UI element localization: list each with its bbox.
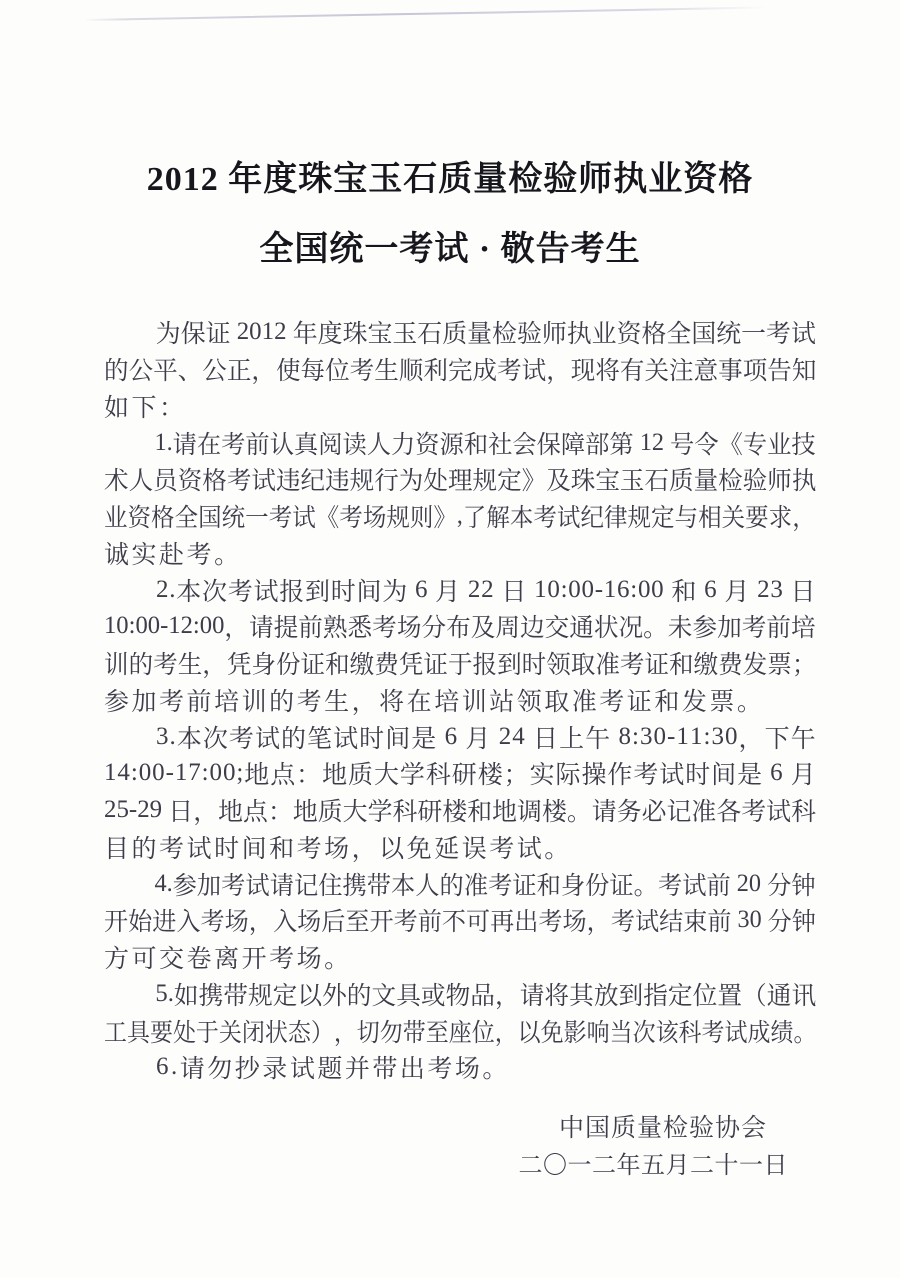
scan-artifact-line bbox=[84, 6, 768, 21]
notice-text-line: 工 具 要 处 于 关 闭 状 态 ） ， 切 勿 带 至 座 位 ， 以 免 影 响 当 次 该 科 考 试 成 绩 。 bbox=[104, 1019, 817, 1047]
notice-text-line: 1 4 : 0 0 - 1 7 : 0 0 ; 地 点 ： 地 质 大 学 科 研 楼 ； 实 际 操 作 考 试 时 间 是 6 月 bbox=[104, 759, 816, 790]
document-title-line-2: 全国统一考试 · 敬告考生 bbox=[259, 231, 641, 268]
signature-organization: 中国质量检验协会 bbox=[558, 1115, 767, 1142]
notice-text-line: 目 的 考 试 时 间 和 考 场 ， 以 免 延 误 考 试 。 bbox=[104, 835, 570, 863]
notice-text-line: 1 . 请 在 考 前 认 真 阅 读 人 力 资 源 和 社 会 保 障 部 第 1 2 号 令 《 专 业 技 bbox=[154, 428, 816, 459]
notice-text-line: 5 . 如 携 带 规 定 以 外 的 文 具 或 物 品 ， 请 将 其 放 到 指 定 位 置 （ 通 讯 bbox=[155, 979, 817, 1010]
notice-text-line: 2 . 本 次 考 试 报 到 时 间 为 6 月 2 2 日 1 0 : 0 0 - 1 6 : 0 0 和 6 月 2 3 日 bbox=[156, 575, 816, 606]
notice-text-line: 1 0 : 0 0 - 1 2 : 0 0 ， 请 提 前 熟 悉 考 场 分 布 及 周 边 交 通 状 况 。 未 参 加 考 前 培 bbox=[104, 612, 816, 643]
notice-text-line: 开 始 进 入 考 场 ， 入 场 后 至 开 考 前 不 可 再 出 考 场 ， 考 试 结 束 前 3 0 分 钟 bbox=[104, 906, 816, 937]
notice-text-line: 方 可 交 卷 离 开 考 场 。 bbox=[104, 946, 350, 974]
notice-text-line: 术 人 员 资 格 考 试 违 纪 违 规 行 为 处 理 规 定 》 及 珠 宝 玉 石 质 量 检 验 师 执 bbox=[104, 468, 817, 496]
notice-text-line: 如 下 ： bbox=[104, 394, 185, 422]
notice-text-line: 参 加 考 前 培 训 的 考 生 ， 将 在 培 训 站 领 取 准 考 证 和 发 票 。 bbox=[104, 688, 762, 716]
notice-text-line: 为 保 证 2 0 1 2 年 度 珠 宝 玉 石 质 量 检 验 师 执 业 资 格 全 国 统 一 考 试 bbox=[155, 318, 816, 349]
notice-text-line: 6 . 请 勿 抄 录 试 题 并 带 出 考 场 。 bbox=[156, 1053, 508, 1084]
notice-text-line: 2 5 - 2 9 日 ， 地 点 ： 地 质 大 学 科 研 楼 和 地 调 楼 。 请 务 必 记 准 各 考 试 科 bbox=[104, 796, 816, 827]
notice-text-line: 的 公 平 、 公 正 ， 使 每 位 考 生 顺 利 完 成 考 试 ， 现 将 有 关 注 意 事 项 告 知 bbox=[104, 358, 817, 386]
notice-text-line: 训 的 考 生 ， 凭 身 份 证 和 缴 费 凭 证 于 报 到 时 领 取 准 考 证 和 缴 费 发 票 ； bbox=[104, 652, 817, 680]
notice-body bbox=[104, 314, 816, 1086]
notice-text-line: 业 资 格 全 国 统 一 考 试 《 考 场 规 则 》 , 了 解 本 考 试 纪 律 规 定 与 相 关 要 求 ， bbox=[104, 502, 816, 533]
signature-date: 二〇一二年五月二十一日 bbox=[518, 1153, 788, 1179]
notice-text-line: 诚 实 赴 考 。 bbox=[104, 541, 240, 569]
notice-text-line: 3 . 本 次 考 试 的 笔 试 时 间 是 6 月 2 4 日 上 午 8 : 3 0 - 1 1 : 3 0 ， 下 午 bbox=[156, 722, 816, 753]
notice-text-line: 4 . 参 加 考 试 请 记 住 携 带 本 人 的 准 考 证 和 身 份 证 。 考 试 前 2 0 分 钟 bbox=[154, 869, 816, 900]
document-title-line-1: 2012 年度珠宝玉石质量检验师执业资格 bbox=[146, 161, 754, 198]
